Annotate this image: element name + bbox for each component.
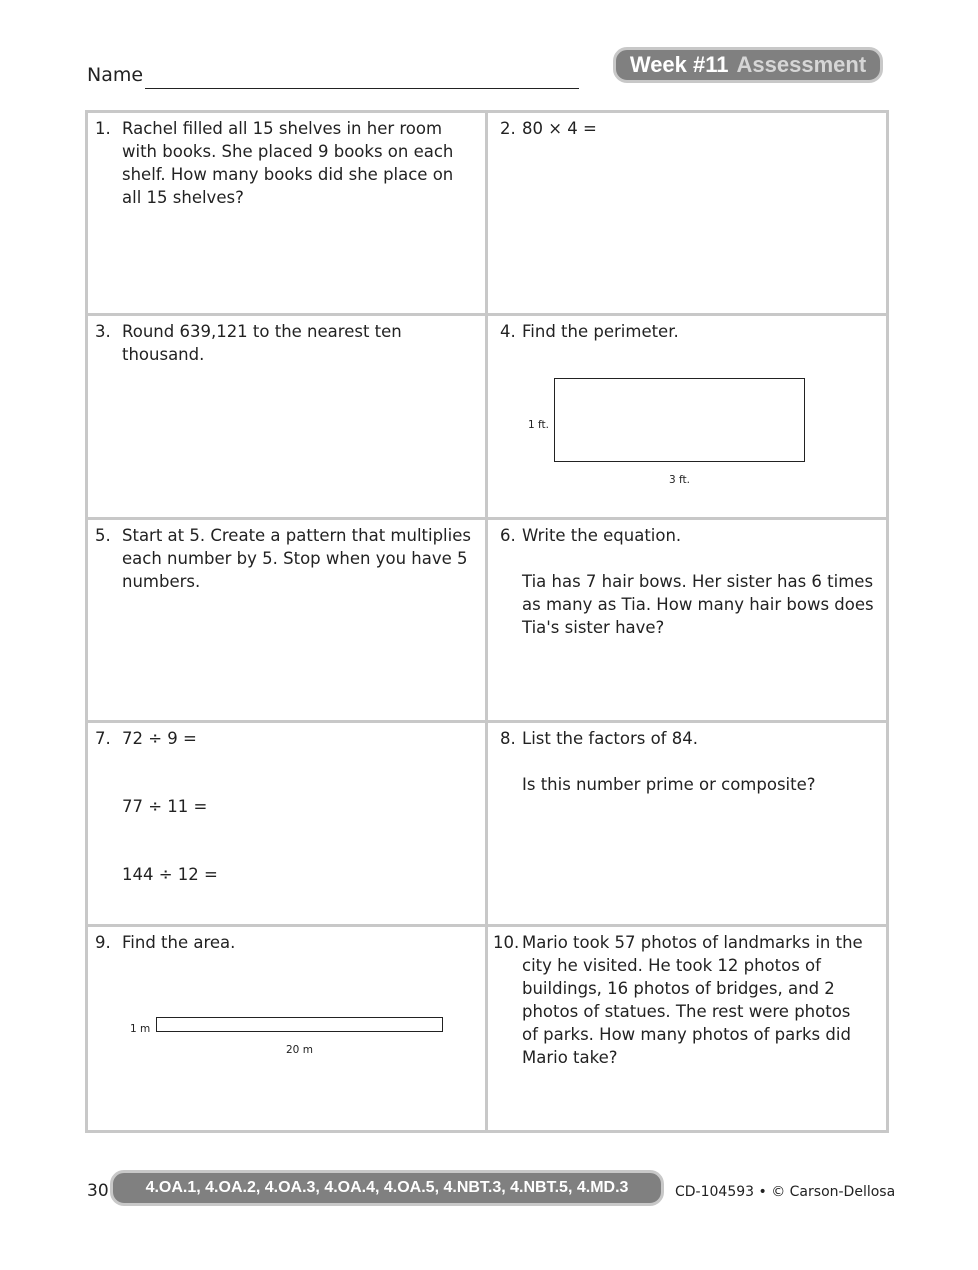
question-text: 80 × 4 = bbox=[522, 119, 597, 138]
question-text: 77 ÷ 11 = bbox=[122, 797, 208, 817]
question-text: Find the perimeter. bbox=[522, 322, 679, 342]
question-text: Start at 5. Create a pattern that multiplies each number by 5. Stop when you have 5 numbers. bbox=[122, 525, 471, 591]
question-7 bbox=[88, 723, 488, 926]
question-text: 144 ÷ 12 = bbox=[122, 865, 218, 885]
week-badge bbox=[613, 47, 883, 83]
question-text: List the factors of 84. bbox=[522, 729, 698, 749]
question-2 bbox=[488, 113, 886, 316]
question-number: 4. bbox=[500, 322, 516, 342]
question-text: Tia has 7 hair bows. Her sister has 6 times as many as Tia. How many hair bows does Tia's sister have? bbox=[522, 571, 874, 637]
question-text: 72 ÷ 9 = bbox=[122, 729, 197, 749]
question-number: 9. bbox=[95, 932, 111, 952]
question-6 bbox=[488, 520, 886, 723]
page-number: 30 bbox=[87, 1181, 109, 1201]
question-text: Write the equation. bbox=[522, 525, 682, 545]
question-text: Round 639,121 to the nearest ten thousand. bbox=[122, 322, 402, 365]
badge-title: Assessment bbox=[736, 52, 867, 77]
rectangle-figure bbox=[554, 378, 805, 462]
question-5 bbox=[88, 520, 488, 723]
question-number: 1. bbox=[95, 119, 111, 138]
question-number: 8. bbox=[500, 729, 516, 749]
question-grid bbox=[85, 110, 889, 1133]
rectangle-figure bbox=[156, 1017, 443, 1032]
question-number: 3. bbox=[95, 322, 111, 342]
width-label: 3 ft. bbox=[669, 474, 690, 487]
height-label: 1 ft. bbox=[528, 419, 549, 432]
name-label: Name bbox=[87, 64, 144, 86]
height-label: 1 m bbox=[130, 1022, 151, 1035]
standards-badge: 4.OA.1, 4.OA.2, 4.OA.3, 4.OA.4, 4.OA.5, 4.NBT.3, 4.NBT.5, 4.MD.3 bbox=[110, 1170, 664, 1206]
question-text: Mario took 57 photos of landmarks in the city he visited. He took 12 photos of buildings, 16 photos of bridges, and 2 photos of statues. The rest were photos of parks. How many photos of parks did Mario take? bbox=[522, 932, 863, 1067]
question-1 bbox=[88, 113, 488, 316]
question-number: 7. bbox=[95, 729, 111, 749]
width-label: 20 m bbox=[286, 1043, 313, 1056]
question-9 bbox=[88, 927, 488, 1130]
question-number: 2. bbox=[500, 119, 516, 138]
question-3 bbox=[88, 316, 488, 519]
badge-week: Week #11 bbox=[629, 52, 729, 77]
question-number: 10. bbox=[493, 932, 520, 952]
question-text: Find the area. bbox=[122, 932, 236, 952]
question-number: 6. bbox=[500, 525, 516, 545]
name-input-line[interactable] bbox=[145, 88, 579, 89]
question-8 bbox=[488, 723, 886, 926]
question-text: Rachel filled all 15 shelves in her room with books. She placed 9 books on each shelf. How many books did she place on all 15 shelves? bbox=[122, 119, 454, 207]
question-10 bbox=[488, 927, 886, 1130]
copyright: CD-104593 • © Carson-Dellosa bbox=[675, 1184, 896, 1200]
question-number: 5. bbox=[95, 525, 111, 545]
question-text: Is this number prime or composite? bbox=[522, 775, 816, 795]
question-4 bbox=[488, 316, 886, 519]
